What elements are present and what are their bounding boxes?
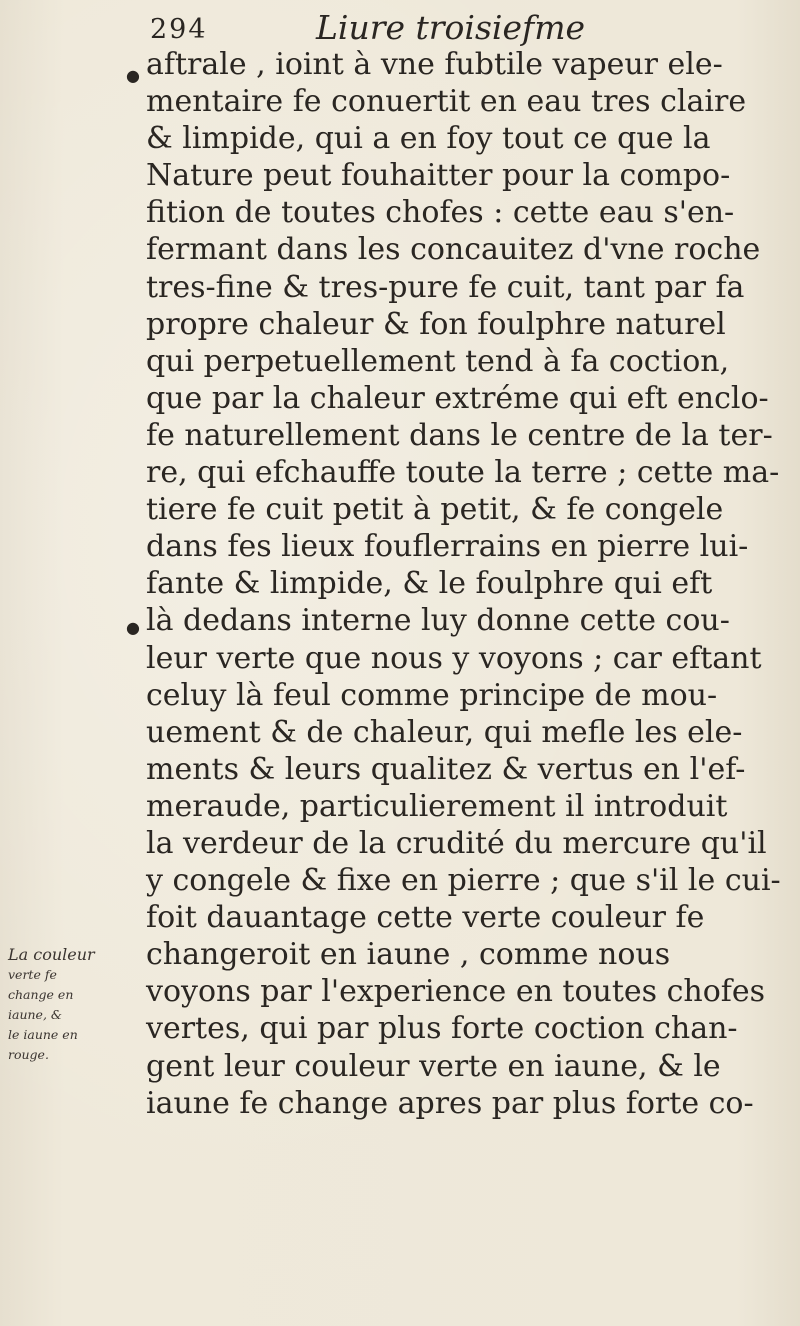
text-line: vertes, qui par plus forte coction chan- [146, 1011, 738, 1047]
text-line: dans fes lieux fouflerrains en pierre lui- [146, 529, 749, 565]
text-line: qui perpetuellement tend à fa coction, [146, 343, 730, 379]
marginal-note-line: le iaune en [8, 1027, 78, 1042]
text-line: ments & leurs qualitez & vertus en l'ef- [146, 751, 746, 787]
text-line: là dedans interne luy donne cette cou- [146, 603, 730, 639]
text-line: aftrale , ioint à vne fubtile vapeur ele- [146, 47, 723, 82]
text-line: & limpide, qui a en foy tout ce que la [146, 121, 711, 157]
margin-mark-icon: ● [126, 66, 140, 85]
margin-mark-icon: ● [126, 618, 140, 637]
text-line: Nature peut fouhaitter pour la compo- [146, 158, 731, 194]
text-line: tres-fine & tres-pure fe cuit, tant par fa [146, 269, 745, 305]
marginal-note-line: rouge. [8, 1047, 49, 1062]
text-line: foit dauantage cette verte couleur fe [146, 900, 705, 936]
text-line: re, qui efchauffe toute la terre ; cette ma- [146, 455, 780, 491]
page-number: 294 [150, 14, 208, 45]
text-line: celuy là feul comme principe de mou- [146, 677, 718, 713]
text-line: propre chaleur & fon foulphre naturel [146, 306, 726, 342]
marginal-note [8, 945, 126, 1065]
text-line: fante & limpide, & le foulphre qui eft [146, 566, 713, 602]
text-line: fermant dans les concauitez d'vne roche [146, 232, 761, 268]
text-line: meraude, particulierement il introduit [146, 788, 728, 824]
text-line: fe naturellement dans le centre de la ter- [146, 417, 773, 453]
text-line: leur verte que nous y voyons ; car eftant [146, 640, 762, 676]
text-line: iaune fe change apres par plus forte co- [146, 1085, 754, 1121]
text-line: tiere fe cuit petit à petit, & fe congele [146, 492, 724, 528]
text-line: changeroit en iaune , comme nous [146, 937, 671, 973]
marginal-note-line: La couleur [8, 945, 95, 964]
text-line: gent leur couleur verte en iaune, & le [146, 1048, 721, 1084]
text-line: que par la chaleur extréme qui eft enclo- [146, 380, 769, 416]
running-head: Liure troisiefme [316, 8, 586, 47]
text-line: fition de toutes chofes : cette eau s'en- [146, 195, 735, 231]
marginal-note-line: verte fe [8, 967, 57, 982]
text-line: y congele & fixe en pierre ; que s'il le cui- [146, 863, 781, 899]
text-line: voyons par l'experience en toutes chofes [146, 974, 766, 1010]
body-text [146, 46, 786, 1122]
text-line: la verdeur de la crudité du mercure qu'il [146, 825, 767, 861]
text-line: mentaire fe conuertit en eau tres claire [146, 84, 747, 120]
marginal-note-line: change en [8, 987, 74, 1002]
text-line: uement & de chaleur, qui mefle les ele- [146, 714, 743, 750]
marginal-note-line: iaune, & [8, 1007, 63, 1022]
